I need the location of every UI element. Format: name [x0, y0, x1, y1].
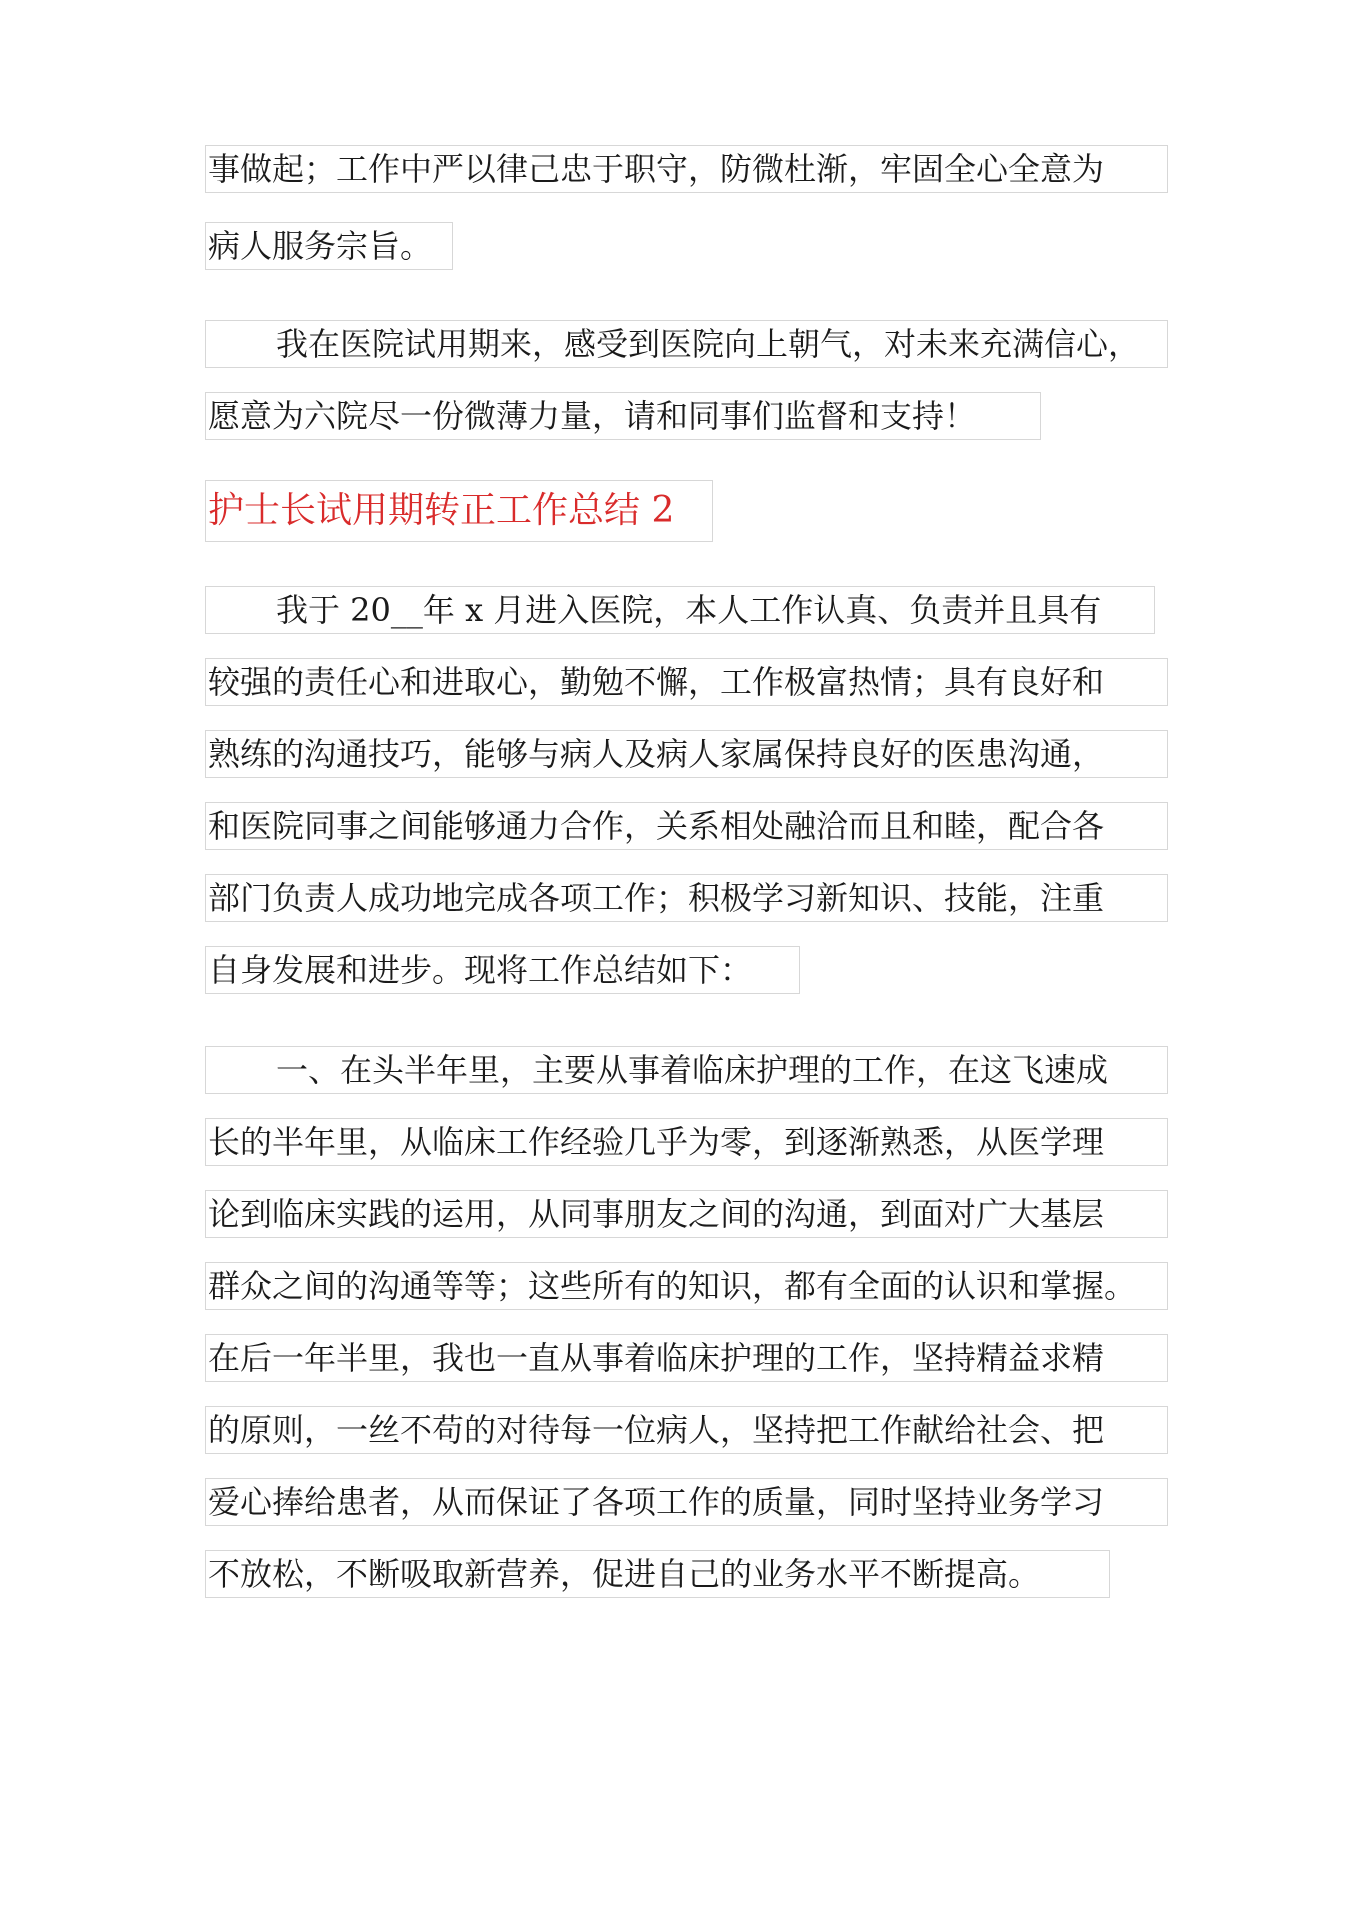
paragraph-4-line-8: 不放松，不断吸取新营养，促进自己的业务水平不断提高。	[205, 1550, 1110, 1598]
paragraph-4-line-3: 论到临床实践的运用，从同事朋友之间的沟通，到面对广大基层	[205, 1190, 1168, 1238]
paragraph-4-line-1: 一、在头半年里，主要从事着临床护理的工作，在这飞速成	[205, 1046, 1168, 1094]
paragraph-3-line-2: 较强的责任心和进取心，勤勉不懈，工作极富热情；具有良好和	[205, 658, 1168, 706]
paragraph-1-line-2: 病人服务宗旨。	[205, 222, 453, 270]
paragraph-3-line-1: 我于 20__年 x 月进入医院，本人工作认真、负责并且具有	[205, 586, 1155, 634]
paragraph-2-line-1: 我在医院试用期来，感受到医院向上朝气，对未来充满信心，	[205, 320, 1168, 368]
paragraph-3-line-3: 熟练的沟通技巧，能够与病人及病人家属保持良好的医患沟通，	[205, 730, 1168, 778]
section-heading: 护士长试用期转正工作总结 2	[205, 480, 713, 542]
paragraph-3-line-5: 部门负责人成功地完成各项工作；积极学习新知识、技能，注重	[205, 874, 1168, 922]
paragraph-3-line-6: 自身发展和进步。现将工作总结如下：	[205, 946, 800, 994]
paragraph-4-line-2: 长的半年里，从临床工作经验几乎为零，到逐渐熟悉，从医学理	[205, 1118, 1168, 1166]
paragraph-4-line-4: 群众之间的沟通等等；这些所有的知识，都有全面的认识和掌握。	[205, 1262, 1168, 1310]
paragraph-4-line-6: 的原则，一丝不苟的对待每一位病人，坚持把工作献给社会、把	[205, 1406, 1168, 1454]
paragraph-3-line-4: 和医院同事之间能够通力合作，关系相处融洽而且和睦，配合各	[205, 802, 1168, 850]
paragraph-4-line-5: 在后一年半里，我也一直从事着临床护理的工作，坚持精益求精	[205, 1334, 1168, 1382]
paragraph-4-line-7: 爱心捧给患者，从而保证了各项工作的质量，同时坚持业务学习	[205, 1478, 1168, 1526]
paragraph-2-line-2: 愿意为六院尽一份微薄力量，请和同事们监督和支持！	[205, 392, 1041, 440]
paragraph-1-line-1: 事做起；工作中严以律己忠于职守，防微杜渐，牢固全心全意为	[205, 145, 1168, 193]
